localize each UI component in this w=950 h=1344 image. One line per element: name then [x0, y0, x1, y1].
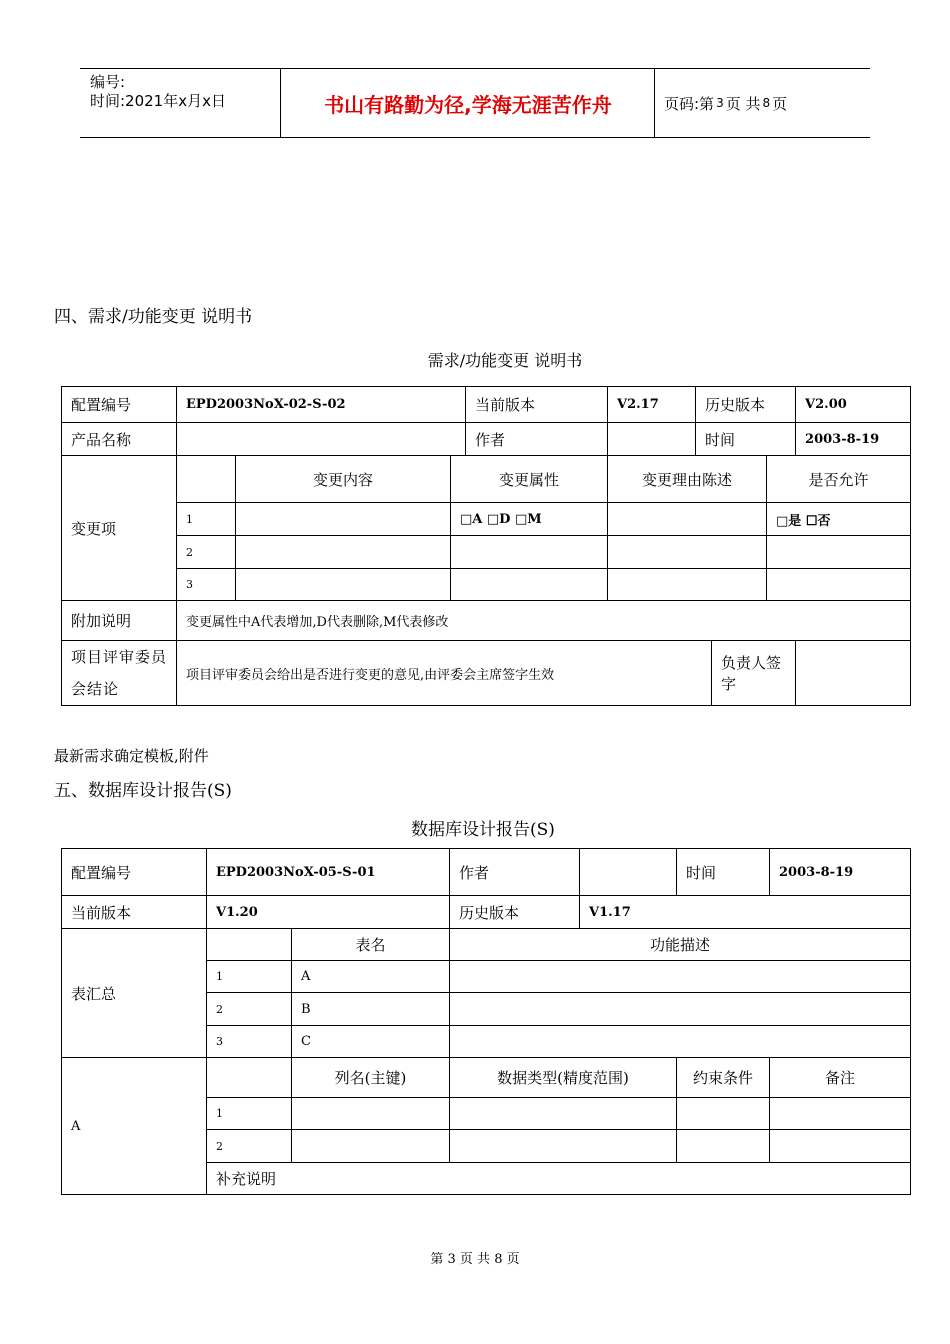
change-items-label: 变更项 [62, 456, 177, 601]
config-no-value: EPD2003NoX-02-S-02 [177, 387, 466, 423]
attachment-line: 最新需求确定模板,附件 [54, 747, 209, 765]
function-cell[interactable] [450, 993, 911, 1026]
table-row [62, 896, 911, 929]
allowed-cell[interactable] [767, 536, 911, 569]
history-version-label: 历史版本 [450, 896, 580, 929]
database-design-table [61, 848, 911, 1195]
table-row [62, 849, 911, 896]
header-page-number [664, 69, 787, 137]
config-no-label: 配置编号 [62, 849, 207, 896]
row-number-header [177, 456, 236, 503]
header-motto: 书山有路勤为径,学海无涯苦作舟 [324, 92, 612, 117]
section5-heading: 五、数据库设计报告(S) [54, 781, 232, 801]
table-row [62, 641, 911, 706]
table-row [62, 601, 911, 641]
table-row [62, 569, 911, 601]
author-label: 作者 [466, 423, 608, 456]
data-type-cell[interactable] [450, 1130, 677, 1163]
history-version-label: 历史版本 [696, 387, 796, 423]
row-number: 3 [207, 1026, 292, 1058]
table-name: C [292, 1026, 450, 1058]
table-row [62, 456, 911, 503]
function-cell[interactable] [450, 1026, 911, 1058]
page-footer [0, 1248, 950, 1267]
summary-label: 表汇总 [62, 929, 207, 1058]
table-row [62, 423, 911, 456]
signature-label: 负责人签字 [712, 641, 796, 706]
detail-table-label: A [62, 1058, 207, 1195]
change-reason-cell[interactable] [608, 503, 767, 536]
page-suffix: 页 [772, 94, 788, 113]
footer-current: 3 [447, 1252, 456, 1267]
current-version-value: V2.17 [608, 387, 696, 423]
header-divider [654, 69, 655, 137]
current-version-label: 当前版本 [466, 387, 608, 423]
row-number: 3 [177, 569, 236, 601]
current-version-label: 当前版本 [62, 896, 207, 929]
footer-total: 8 [494, 1252, 503, 1267]
col-column-name: 列名(主键) [292, 1058, 450, 1098]
table-row [62, 503, 911, 536]
section4-caption: 需求/功能变更 说明书 [427, 351, 583, 370]
change-content-cell[interactable] [236, 536, 451, 569]
table-row [62, 1058, 911, 1098]
signature-cell[interactable] [796, 641, 911, 706]
row-number: 1 [207, 1098, 292, 1130]
data-type-cell[interactable] [450, 1098, 677, 1130]
number-label: 编号: [90, 73, 126, 91]
col-table-name: 表名 [292, 929, 450, 961]
col-constraint: 约束条件 [677, 1058, 770, 1098]
section4-heading: 四、需求/功能变更 说明书 [54, 307, 253, 327]
table-row [62, 387, 911, 423]
column-name-cell[interactable] [292, 1098, 450, 1130]
product-name-value [177, 423, 466, 456]
time-value: 2003-8-19 [796, 423, 911, 456]
page-mid: 页 共 [725, 94, 761, 113]
row-number: 1 [207, 961, 292, 993]
col-change-content: 变更内容 [236, 456, 451, 503]
row-number-header [207, 929, 292, 961]
allowed-checkboxes[interactable]: □是 ☐否 [767, 503, 911, 536]
history-version-value: V2.00 [796, 387, 911, 423]
note-value: 变更属性中A代表增加,D代表删除,M代表修改 [177, 601, 911, 641]
row-number: 2 [177, 536, 236, 569]
col-function: 功能描述 [450, 929, 911, 961]
change-attribute-cell[interactable] [451, 569, 608, 601]
header-divider [280, 69, 281, 137]
footer-prefix: 第 [430, 1252, 444, 1267]
time-label: 时间:2021年x月x日 [90, 92, 226, 110]
page-header [80, 68, 870, 138]
author-label: 作者 [450, 849, 580, 896]
row-number-header [207, 1058, 292, 1098]
col-change-reason: 变更理由陈述 [608, 456, 767, 503]
col-change-allowed: 是否允许 [767, 456, 911, 503]
current-version-value: V1.20 [207, 896, 450, 929]
col-data-type: 数据类型(精度范围) [450, 1058, 677, 1098]
row-number: 1 [177, 503, 236, 536]
footer-mid: 页 共 [459, 1252, 491, 1267]
author-value [608, 423, 696, 456]
row-number: 2 [207, 993, 292, 1026]
page-prefix: 页码:第 [664, 94, 715, 113]
history-version-value: V1.17 [580, 896, 911, 929]
note-label: 附加说明 [62, 601, 177, 641]
table-name: B [292, 993, 450, 1026]
time-label: 时间 [696, 423, 796, 456]
config-no-label: 配置编号 [62, 387, 177, 423]
col-change-attribute: 变更属性 [451, 456, 608, 503]
constraint-cell[interactable] [677, 1098, 770, 1130]
change-content-cell[interactable] [236, 503, 451, 536]
table-name: A [292, 961, 450, 993]
row-number: 2 [207, 1130, 292, 1163]
table-row [62, 929, 911, 961]
change-content-cell[interactable] [236, 569, 451, 601]
remark-cell[interactable] [770, 1098, 911, 1130]
config-no-value: EPD2003NoX-05-S-01 [207, 849, 450, 896]
remark-cell[interactable] [770, 1130, 911, 1163]
change-attribute-cell[interactable] [451, 536, 608, 569]
column-name-cell[interactable] [292, 1130, 450, 1163]
table-row [62, 536, 911, 569]
change-reason-cell[interactable] [608, 569, 767, 601]
col-remark: 备注 [770, 1058, 911, 1098]
header-meta [90, 73, 226, 111]
page-current: 3 [716, 96, 724, 110]
function-cell[interactable] [450, 961, 911, 993]
page-total: 8 [762, 96, 771, 110]
committee-value: 项目评审委员会给出是否进行变更的意见,由评委会主席签字生效 [177, 641, 712, 706]
change-reason-cell[interactable] [608, 536, 767, 569]
change-request-table [61, 386, 911, 706]
product-name-label: 产品名称 [62, 423, 177, 456]
time-label: 时间 [677, 849, 770, 896]
constraint-cell[interactable] [677, 1130, 770, 1163]
change-attribute-checkboxes[interactable]: □A □D □M [451, 503, 608, 536]
supplement-label: 补充说明 [207, 1163, 911, 1195]
committee-label: 项目评审委员会结论 [62, 641, 177, 706]
author-value [580, 849, 677, 896]
footer-suffix: 页 [506, 1252, 520, 1267]
allowed-cell[interactable] [767, 569, 911, 601]
section5-caption: 数据库设计报告(S) [411, 820, 555, 840]
time-value: 2003-8-19 [770, 849, 911, 896]
